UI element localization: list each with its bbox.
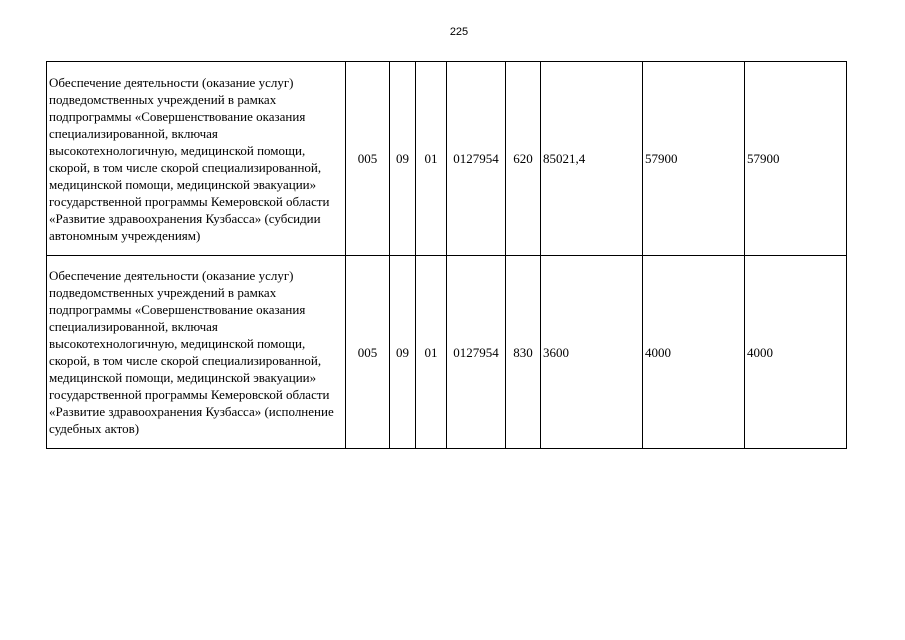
amount-year-3: 57900 [745,62,847,256]
ministry-code: 005 [346,256,390,449]
table-row [47,256,847,449]
subsection-code: 01 [416,256,447,449]
subsection-code: 01 [416,62,447,256]
target-article-code: 0127954 [447,62,506,256]
amount-year-3: 4000 [745,256,847,449]
page-number: 225 [449,26,469,38]
section-code: 09 [390,62,416,256]
ministry-code: 005 [346,62,390,256]
section-code: 09 [390,256,416,449]
amount-year-1: 3600 [541,256,643,449]
expense-type-code: 620 [506,62,541,256]
expense-type-code: 830 [506,256,541,449]
amount-year-2: 57900 [643,62,745,256]
amount-year-2: 4000 [643,256,745,449]
amount-year-1: 85021,4 [541,62,643,256]
target-article-code: 0127954 [447,256,506,449]
table-row [47,62,847,256]
row-description: Обеспечение деятельности (оказание услуг) подведомственных учреждений в рамках подпрограммы «Совершенствование оказания специализированной, включая высокотехнологичную, медицинской помощи, скорой, в том числе скорой специализированной, медицинской помощи, медицинской эвакуации» государственной программы Кемеровской области «Развитие здравоохранения Кузбасса» (субсидии автономным учреждениям) [47,62,346,256]
row-description: Обеспечение деятельности (оказание услуг) подведомственных учреждений в рамках подпрограммы «Совершенствование оказания специализированной, включая высокотехнологичную, медицинской помощи, скорой, в том числе скорой специализированной, медицинской помощи, медицинской эвакуации» государственной программы Кемеровской области «Развитие здравоохранения Кузбасса» (исполнение судебных актов) [47,256,346,449]
budget-table [46,61,847,449]
